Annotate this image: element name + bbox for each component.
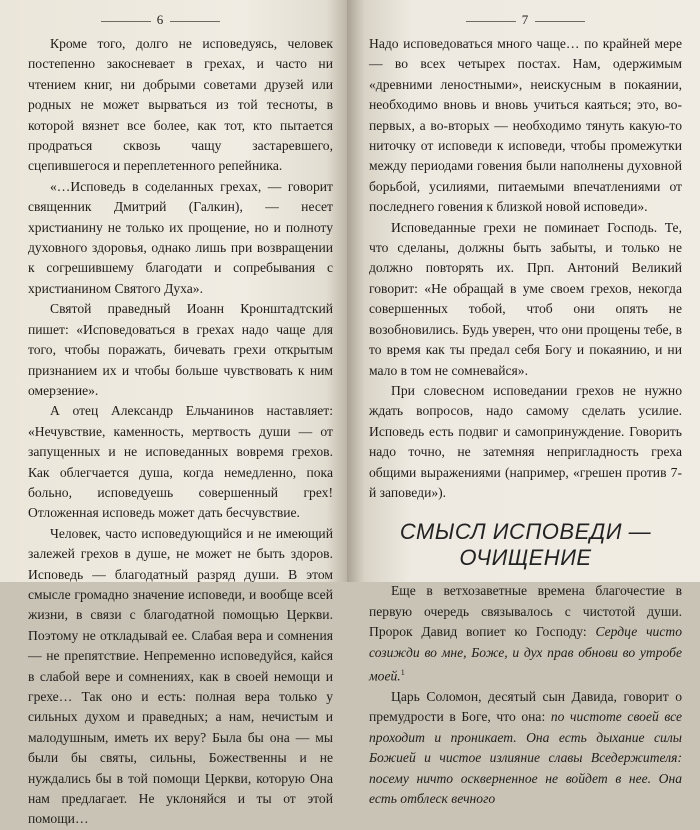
page-number-right-text: 7 [521,12,530,27]
david-text: Еще в ветхозаветные времена благочестие в первую очередь связывалось с чистотой души. Пророк Давид вопиет ко Господу: [369,583,682,640]
page-number-left-text: 6 [156,12,165,27]
right-paragraph-3: При словесном исповедании грехов не нужно ждать вопросов, надо самому сделать усилие. Исповедь есть подвиг и самопринуждение. Говорить надо точно, не затемняя непригладность греха общими выражениями (например, «грешен против 7-й заповеди»). [369,382,682,500]
folio-rule [466,21,516,22]
left-paragraph-2: «…Исповедь в соделанных грехах, — говорит священник Дмитрий (Галкин), — несет христианину не только их прощение, но и полноту духовного здоровья, однако лишь при возвращении к согрешившему благодати и сопребывания с христианином Святого Духа». [28,178,333,296]
folio-rule [535,21,585,22]
david-quote: Сердце чисто созижди во мне, Боже, и дух прав обнови во утробе моей. [369,624,683,684]
left-paragraph-3: Святой праведный Иоанн Кронштадтский пишет: «Исповедоваться в грехах надо чаще для того, чтобы поражать, бичевать грехи открытым признанием их и чтобы больше чувствовать к ним омерзение». [28,301,333,398]
solomon-text: Царь Соломон, десятый сын Давида, говорит о премудрости в Боге, что она: [369,688,682,725]
right-paragraph-david [369,581,682,687]
page-number-left [28,12,293,28]
right-page [347,0,700,806]
right-paragraph-2: Исповеданные грехи не поминает Господь. Те, что сделаны, должны быть забыты, и только не должно повторять их. Прп. Антоний Великий говорит: «Не обращай в уме своем грехов, некогда совершенных тобой, чтоб они опять не возобновились. Будь уверен, что они прощены тебе, в то время как ты предал себя Богу и покаянию, и ни мало в том не сомневайся». [369,219,682,378]
right-paragraph-1: Надо исповедоваться много чаще… по крайней мере — во всех четырех постах. Нам, одержимым «древними леностными», неискусным в покаянии, необходимо вновь и вновь учиться каяться; это, во-первых, а во-вторых — необходимо тянуть какую-то ниточку от исповеди к исповеди, чтобы промежутки между периодами говения были наполнены духовной борьбой, усилиями, питаемыми впечатлениями от последнего говения к близкой новой исповеди». [369,36,682,215]
folio-rule [170,21,220,22]
right-paragraph-solomon [369,687,682,809]
solomon-quote: по чистоте своей все проходит и проникает. Она есть дыхание силы Божией и чистое излияние славы Вседержителя: посему ничто оскверненное не войдет в нее. Она есть отблеск вечного [369,709,682,806]
left-paragraph-5: Человек, часто исповедующийся и не имеющий залежей грехов в душе, не может не быть здоров. Исповедь — благодатный разряд души. В этом смысле громадно значение исповеди, и вообще всей жизни, в связи с благодатной помощью Церкви. Поэтому не откладывай ее. Слабая вера и сомнения — не препятствие. Непременно исповедуйся, кайся в слабой вере и сомнениях, как в своей немощи и грехе… Так оно и есть: полная вера только у сильных духом и праведных; а нам, нечистым и малодушным, иметь их веру? Была бы она — мы были бы святы, сильны, Божественны и не нуждались бы в той помощи Церкви, которую Она нам предлагает. Не уклоняйся и ты от этой помощи… [28,525,333,827]
folio-rule [101,21,151,22]
footnote-marker: 1 [400,667,405,677]
left-page [0,0,347,827]
left-paragraph-4: А отец Александр Ельчанинов наставляет: «Нечувствие, каменность, мертвость души — от запущенных и не исповеданных вовремя грехов. Как облегчается душа, когда немедленно, пока больно, исповедуешь совершенный грех! Отложенная исповедь может дать бесчувствие. [28,403,333,521]
page-number-right [369,12,682,28]
section-heading: СМЫСЛ ИСПОВЕДИ — ОЧИЩЕНИЕ [399,519,652,571]
left-paragraph-1: Кроме того, долго не исповедуясь, человек постепенно закосневает в грехах, и часто ни чтением книг, ни добрыми советами друзей или родных не может вырваться из той тесноты, в которой вязнет все более, как тот, кто пытается продраться сквозь чащу застаревшего, сцепившегося и переплетенного репейника. [28,36,333,174]
